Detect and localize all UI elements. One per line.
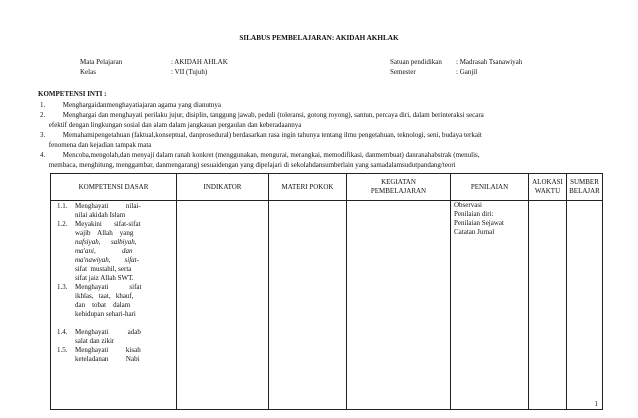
kd-line: Menghayati adab [75,328,141,336]
header-penilaian: PENILAIAN [451,174,529,201]
header-indikator: INDIKATOR [177,174,269,201]
kd-line: kehidupan sehari-hari [75,310,136,318]
ki-heading: KOMPETENSI INTI : [38,90,107,98]
semester-label: Semester [390,68,416,76]
kd-number: 1.3. [57,283,68,291]
header-sumber-line2: BELAJAR [569,187,600,195]
header-kegiatan-line2: PEMBELAJARAN [370,187,427,195]
ki-line: membaca, menghitung, menggambar, danmengarang) sesuaidengan yang dipelajari di sekolahdansumberlain yang samadalamsudutpandang/teori [40,161,456,169]
kegiatan-cell [347,201,451,410]
header-sumber [567,174,603,201]
penilaian-cell [451,201,529,410]
header-kegiatan [347,174,451,201]
kd-line: wajib Allah yang [75,229,134,237]
ki-line: efektif dengan lingkungan sosial dan alam dalam jangkauan pergaulan dan keberadaannya [40,121,302,129]
kd-line: sifat jaiz Allah SWT. [75,274,134,282]
mapel-label: Mata Pelajaran [80,58,123,66]
header-kompetensi-dasar: KOMPETENSI DASAR [51,174,177,201]
header-kegiatan-line1: KEGIATAN [381,178,416,186]
header-alokasi [529,174,567,201]
alokasi-cell [529,201,567,410]
satuan-label: Satuan pendidikan [390,58,442,66]
kd-line: ma'nawiyah, sifat- [75,256,139,264]
kd-line: Menghayati sifat [75,283,142,291]
materi-cell [269,201,347,410]
kd-number: 1.1. [57,202,68,210]
kd-number: 1.2. [57,220,68,228]
syllabus-table [50,173,603,410]
kd-number: 1.5. [57,346,68,354]
kd-line: ikhlas, taat, khauf, [75,292,134,300]
ki-line: 4. Mencoba,mengolah,dan menyaji dalam ranah konkret (menggunakan, mengurai, merangkai, memodifikasi, danmembuat) danranahabstrak (menulis, [40,151,480,159]
mapel-value: : AKIDAH AHLAK [171,58,228,66]
header-materi-pokok: MATERI POKOK [269,174,347,201]
satuan-value: : Madrasah Tsanawiyah [456,58,523,66]
header-alokasi-line2: WAKTU [534,187,561,195]
kd-cell [51,201,177,410]
ki-line: 3. Memahamipengetahuan (faktual,konseptual, danprosedural) berdasarkan rasa ingin tahunya tentang ilmu pengetahuan, teknologi, seni, budaya terkait [40,131,482,139]
kd-line: nafsiyah, salbiyah, [75,238,137,246]
kd-line: nilai akidah Islam [75,211,126,219]
kd-line: Menghayati nilai- [75,202,141,210]
kd-number: 1.4. [57,328,68,336]
penilaian-item: Catatan Jurnal [454,228,495,236]
indikator-cell [177,201,269,410]
kd-line: keteladanan Nabi [75,355,140,363]
table-header-row [51,174,603,201]
kd-line: sifat mustahil, serta [75,265,132,273]
kd-line: salat dan zikir [75,337,115,345]
sumber-cell [567,201,603,410]
penilaian-item: Penilaian diri: [454,210,494,218]
ki-line: fenomena dan kejadian tampak mata [40,141,152,149]
penilaian-item: Observasi [454,201,482,209]
kd-line: Meyakini sifat-sifat [75,220,141,228]
document-title: SILABUS PEMBELAJARAN: AKIDAH AKHLAK [239,34,399,42]
table-row [51,201,603,410]
page-number: 1 [594,400,598,408]
kelas-value: : VII (Tujuh) [171,68,208,76]
kd-line: Menghayati kisah [75,346,141,354]
kelas-label: Kelas [80,68,96,76]
header-sumber-line1: SUMBER [570,178,599,186]
header-alokasi-line1: ALOKASI [532,178,563,186]
semester-value: : Ganjil [456,68,478,76]
ki-line: 1. Menghargaidanmenghayatiajaran agama yang dianutnya [40,101,222,109]
kd-line: ma'ani, dan [75,247,133,255]
kd-line: dan tobat dalam [75,301,131,309]
ki-line: 2. Menghargai dan menghayati perilaku jujur, disiplin, tanggung jawab, peduli (toleransi, gotong royong), santun, percaya diri, dalam berinteraksi secara [40,111,484,119]
penilaian-item: Penilaian Sejawat [454,219,504,227]
